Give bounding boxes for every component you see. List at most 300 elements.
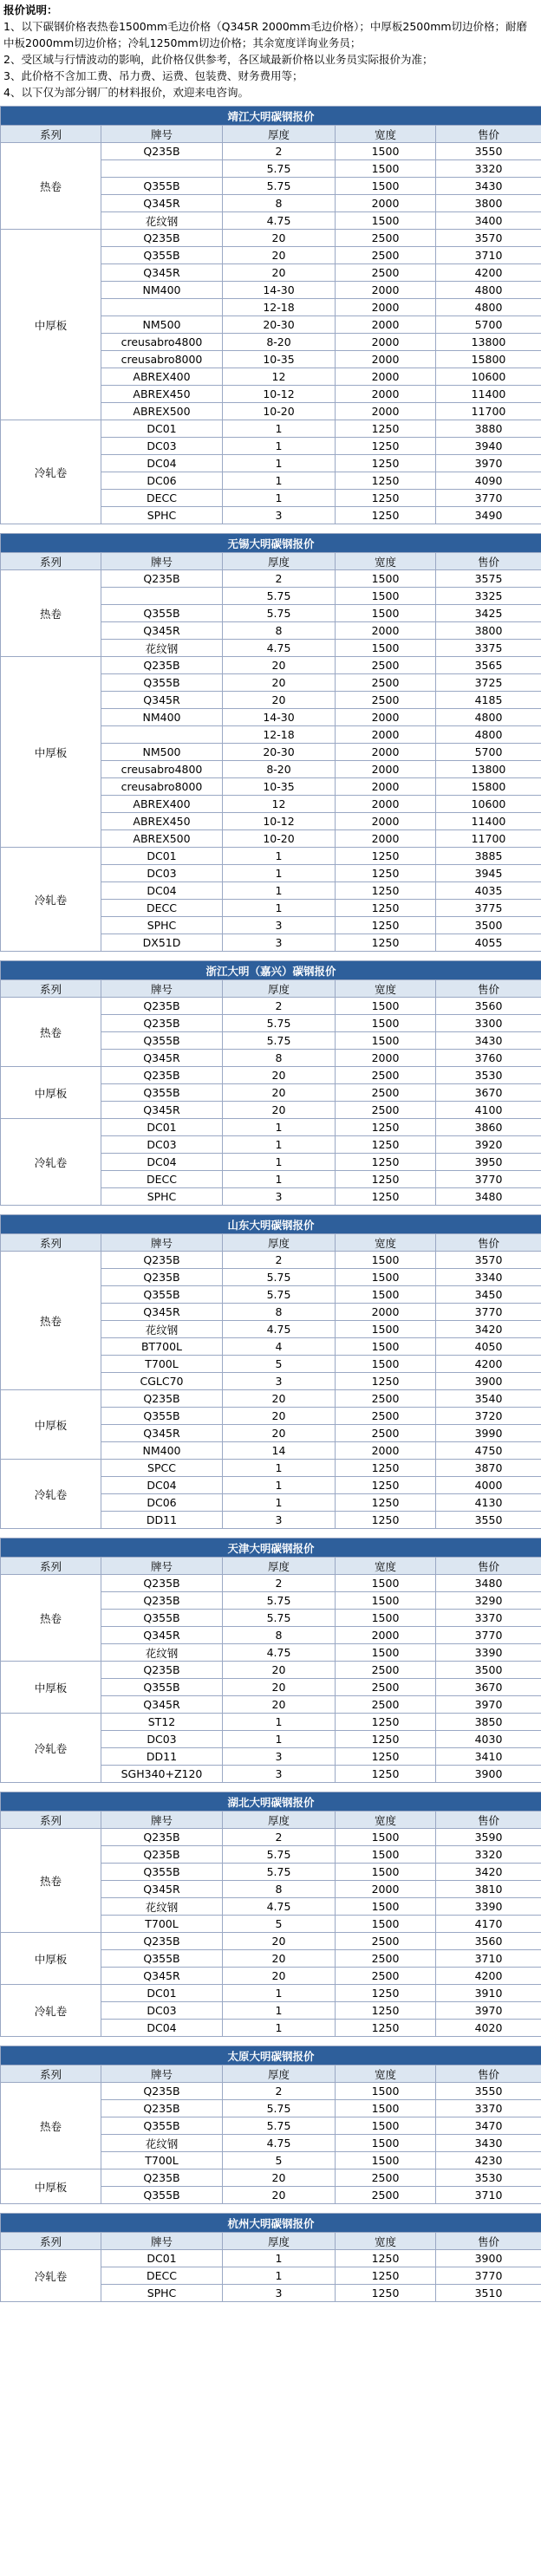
table-gap bbox=[0, 2204, 541, 2213]
thickness-cell: 1 bbox=[223, 1136, 336, 1154]
thickness-cell: 20 bbox=[223, 1662, 336, 1679]
price-cell: 4030 bbox=[436, 1731, 541, 1748]
price-cell: 3425 bbox=[436, 605, 541, 622]
column-header: 宽度 bbox=[336, 126, 436, 143]
price-cell: 3800 bbox=[436, 195, 541, 212]
thickness-cell: 10-35 bbox=[223, 351, 336, 368]
width-cell: 1500 bbox=[336, 1286, 436, 1304]
price-cell: 11400 bbox=[436, 386, 541, 403]
category-cell: 冷轧卷 bbox=[1, 2250, 101, 2302]
price-cell: 3850 bbox=[436, 1714, 541, 1731]
price-cell: 3370 bbox=[436, 1610, 541, 1627]
grade-cell: ABREX450 bbox=[101, 813, 223, 830]
price-table bbox=[0, 533, 541, 952]
grade-cell: Q355B bbox=[101, 1286, 223, 1304]
thickness-cell: 8 bbox=[223, 1881, 336, 1898]
table-gap bbox=[0, 1783, 541, 1792]
width-cell: 2000 bbox=[336, 830, 436, 848]
table-row bbox=[1, 1714, 541, 1731]
thickness-cell: 4.75 bbox=[223, 1644, 336, 1662]
grade-cell: Q345R bbox=[101, 1627, 223, 1644]
thickness-cell: 4.75 bbox=[223, 1898, 336, 1916]
grade-cell: DC06 bbox=[101, 472, 223, 490]
width-cell: 2000 bbox=[336, 813, 436, 830]
thickness-cell: 5.75 bbox=[223, 1864, 336, 1881]
grade-cell: DECC bbox=[101, 490, 223, 507]
width-cell: 1250 bbox=[336, 1477, 436, 1494]
thickness-cell: 1 bbox=[223, 472, 336, 490]
thickness-cell: 4.75 bbox=[223, 640, 336, 657]
table-header-row bbox=[1, 2233, 541, 2250]
grade-cell: DC01 bbox=[101, 1119, 223, 1136]
grade-cell: Q345R bbox=[101, 1304, 223, 1321]
width-cell: 1500 bbox=[336, 998, 436, 1015]
thickness-cell: 20 bbox=[223, 692, 336, 709]
grade-cell bbox=[101, 160, 223, 178]
thickness-cell: 5.75 bbox=[223, 605, 336, 622]
price-cell: 4130 bbox=[436, 1494, 541, 1512]
grade-cell: NM400 bbox=[101, 282, 223, 299]
price-cell: 3390 bbox=[436, 1644, 541, 1662]
price-cell: 5700 bbox=[436, 316, 541, 334]
table-title: 天津大明碳钢报价 bbox=[1, 1538, 541, 1558]
table-row bbox=[1, 1067, 541, 1084]
thickness-cell: 4 bbox=[223, 1338, 336, 1356]
thickness-cell: 5 bbox=[223, 2152, 336, 2169]
grade-cell: DX51D bbox=[101, 934, 223, 952]
price-cell: 4100 bbox=[436, 1102, 541, 1119]
thickness-cell: 20 bbox=[223, 657, 336, 674]
column-header: 宽度 bbox=[336, 2065, 436, 2083]
table-title: 山东大明碳钢报价 bbox=[1, 1215, 541, 1234]
table-gap bbox=[0, 1529, 541, 1538]
column-header: 厚度 bbox=[223, 980, 336, 998]
thickness-cell: 8 bbox=[223, 622, 336, 640]
price-cell: 10600 bbox=[436, 796, 541, 813]
width-cell: 1250 bbox=[336, 1731, 436, 1748]
width-cell: 1500 bbox=[336, 1032, 436, 1050]
table-row bbox=[1, 1390, 541, 1408]
thickness-cell: 1 bbox=[223, 420, 336, 438]
price-cell: 4035 bbox=[436, 882, 541, 900]
price-cell: 3900 bbox=[436, 2250, 541, 2267]
table-title-row bbox=[1, 961, 541, 980]
price-cell: 3970 bbox=[436, 455, 541, 472]
grade-cell: Q235B bbox=[101, 998, 223, 1015]
price-cell: 3880 bbox=[436, 420, 541, 438]
thickness-cell: 5.75 bbox=[223, 178, 336, 195]
thickness-cell: 3 bbox=[223, 934, 336, 952]
thickness-cell: 4.75 bbox=[223, 2135, 336, 2152]
column-header: 售价 bbox=[436, 1558, 541, 1575]
price-cell: 15800 bbox=[436, 351, 541, 368]
width-cell: 2000 bbox=[336, 195, 436, 212]
grade-cell: Q355B bbox=[101, 1679, 223, 1696]
width-cell: 1250 bbox=[336, 1714, 436, 1731]
grade-cell: NM500 bbox=[101, 744, 223, 761]
grade-cell: DC01 bbox=[101, 1985, 223, 2002]
price-cell: 4055 bbox=[436, 934, 541, 952]
grade-cell bbox=[101, 588, 223, 605]
thickness-cell: 1 bbox=[223, 848, 336, 865]
table-row bbox=[1, 1662, 541, 1679]
price-cell: 3430 bbox=[436, 2135, 541, 2152]
width-cell: 1500 bbox=[336, 1015, 436, 1032]
column-header: 售价 bbox=[436, 1234, 541, 1252]
table-title-row bbox=[1, 2214, 541, 2233]
table-header-row bbox=[1, 126, 541, 143]
grade-cell: 花纹钢 bbox=[101, 1321, 223, 1338]
price-cell: 11400 bbox=[436, 813, 541, 830]
width-cell: 1250 bbox=[336, 1494, 436, 1512]
price-cell: 3420 bbox=[436, 1321, 541, 1338]
price-cell: 3290 bbox=[436, 1592, 541, 1610]
width-cell: 1500 bbox=[336, 212, 436, 230]
grade-cell: DD11 bbox=[101, 1748, 223, 1766]
price-cell: 3770 bbox=[436, 490, 541, 507]
width-cell: 1250 bbox=[336, 1188, 436, 1206]
category-cell: 冷轧卷 bbox=[1, 848, 101, 952]
thickness-cell: 5.75 bbox=[223, 2117, 336, 2135]
thickness-cell: 1 bbox=[223, 490, 336, 507]
table-gap bbox=[0, 952, 541, 960]
table-header-row bbox=[1, 553, 541, 570]
price-cell: 3320 bbox=[436, 1846, 541, 1864]
width-cell: 1500 bbox=[336, 1269, 436, 1286]
width-cell: 2000 bbox=[336, 622, 436, 640]
grade-cell bbox=[101, 299, 223, 316]
table-header-row bbox=[1, 2065, 541, 2083]
table-row bbox=[1, 1460, 541, 1477]
column-header: 售价 bbox=[436, 553, 541, 570]
width-cell: 2000 bbox=[336, 1627, 436, 1644]
table-row bbox=[1, 848, 541, 865]
width-cell: 2500 bbox=[336, 1662, 436, 1679]
thickness-cell: 10-12 bbox=[223, 813, 336, 830]
price-cell: 3940 bbox=[436, 438, 541, 455]
width-cell: 2500 bbox=[336, 2169, 436, 2187]
thickness-cell: 14-30 bbox=[223, 709, 336, 726]
thickness-cell: 5.75 bbox=[223, 1610, 336, 1627]
price-cell: 3810 bbox=[436, 1881, 541, 1898]
grade-cell: DC03 bbox=[101, 438, 223, 455]
table-gap bbox=[0, 2037, 541, 2046]
category-cell: 热卷 bbox=[1, 1252, 101, 1390]
grade-cell: SGH340+Z120 bbox=[101, 1766, 223, 1783]
grade-cell: Q235B bbox=[101, 1662, 223, 1679]
width-cell: 2000 bbox=[336, 778, 436, 796]
width-cell: 1500 bbox=[336, 143, 436, 160]
grade-cell: Q235B bbox=[101, 1067, 223, 1084]
width-cell: 1250 bbox=[336, 882, 436, 900]
grade-cell: Q235B bbox=[101, 143, 223, 160]
grade-cell: Q235B bbox=[101, 1846, 223, 1864]
thickness-cell: 20 bbox=[223, 1067, 336, 1084]
width-cell: 2500 bbox=[336, 1425, 436, 1442]
grade-cell: Q235B bbox=[101, 570, 223, 588]
thickness-cell: 20 bbox=[223, 2169, 336, 2187]
width-cell: 1250 bbox=[336, 865, 436, 882]
grade-cell: Q355B bbox=[101, 1032, 223, 1050]
thickness-cell: 20 bbox=[223, 1933, 336, 1950]
price-table bbox=[0, 960, 541, 1206]
price-cell: 3860 bbox=[436, 1119, 541, 1136]
width-cell: 2000 bbox=[336, 386, 436, 403]
category-cell: 冷轧卷 bbox=[1, 420, 101, 524]
table-row bbox=[1, 2083, 541, 2100]
thickness-cell: 5.75 bbox=[223, 588, 336, 605]
width-cell: 1250 bbox=[336, 1512, 436, 1529]
thickness-cell: 8 bbox=[223, 1050, 336, 1067]
table-row bbox=[1, 2250, 541, 2267]
grade-cell: DC03 bbox=[101, 1136, 223, 1154]
thickness-cell: 4.75 bbox=[223, 1321, 336, 1338]
column-header: 系列 bbox=[1, 1234, 101, 1252]
thickness-cell: 20 bbox=[223, 1102, 336, 1119]
grade-cell: Q235B bbox=[101, 1829, 223, 1846]
price-cell: 3480 bbox=[436, 1188, 541, 1206]
table-title: 杭州大明碳钢报价 bbox=[1, 2214, 541, 2233]
width-cell: 1500 bbox=[336, 2152, 436, 2169]
grade-cell: 花纹钢 bbox=[101, 2135, 223, 2152]
width-cell: 1500 bbox=[336, 1356, 436, 1373]
price-cell: 4800 bbox=[436, 709, 541, 726]
thickness-cell: 1 bbox=[223, 438, 336, 455]
price-cell: 3375 bbox=[436, 640, 541, 657]
price-cell: 3500 bbox=[436, 1662, 541, 1679]
width-cell: 2000 bbox=[336, 351, 436, 368]
price-cell: 3770 bbox=[436, 2267, 541, 2285]
thickness-cell: 1 bbox=[223, 2002, 336, 2020]
category-cell: 热卷 bbox=[1, 1575, 101, 1662]
width-cell: 1250 bbox=[336, 2020, 436, 2037]
thickness-cell: 12 bbox=[223, 796, 336, 813]
column-header: 牌号 bbox=[101, 553, 223, 570]
width-cell: 2500 bbox=[336, 230, 436, 247]
grade-cell: ABREX500 bbox=[101, 830, 223, 848]
thickness-cell: 20 bbox=[223, 674, 336, 692]
grade-cell: Q235B bbox=[101, 2100, 223, 2117]
category-cell: 热卷 bbox=[1, 1829, 101, 1933]
width-cell: 1500 bbox=[336, 160, 436, 178]
price-cell: 3390 bbox=[436, 1898, 541, 1916]
grade-cell: ABREX400 bbox=[101, 796, 223, 813]
width-cell: 1250 bbox=[336, 1373, 436, 1390]
price-cell: 4200 bbox=[436, 1968, 541, 1985]
price-cell: 3950 bbox=[436, 1154, 541, 1171]
grade-cell: Q235B bbox=[101, 2169, 223, 2187]
category-cell: 中厚板 bbox=[1, 1067, 101, 1119]
grade-cell: DC04 bbox=[101, 1477, 223, 1494]
column-header: 牌号 bbox=[101, 980, 223, 998]
grade-cell: creusabro4800 bbox=[101, 334, 223, 351]
grade-cell: Q355B bbox=[101, 1950, 223, 1968]
thickness-cell: 10-20 bbox=[223, 830, 336, 848]
width-cell: 2000 bbox=[336, 282, 436, 299]
table-row bbox=[1, 420, 541, 438]
price-cell: 3370 bbox=[436, 2100, 541, 2117]
width-cell: 2500 bbox=[336, 247, 436, 264]
price-cell: 11700 bbox=[436, 830, 541, 848]
thickness-cell: 1 bbox=[223, 1154, 336, 1171]
price-cell: 3945 bbox=[436, 865, 541, 882]
width-cell: 1500 bbox=[336, 1575, 436, 1592]
width-cell: 1250 bbox=[336, 917, 436, 934]
grade-cell: SPHC bbox=[101, 917, 223, 934]
width-cell: 2500 bbox=[336, 1968, 436, 1985]
price-cell: 4800 bbox=[436, 299, 541, 316]
price-cell: 3885 bbox=[436, 848, 541, 865]
width-cell: 2500 bbox=[336, 1408, 436, 1425]
thickness-cell: 2 bbox=[223, 1575, 336, 1592]
grade-cell: 花纹钢 bbox=[101, 640, 223, 657]
thickness-cell: 1 bbox=[223, 2267, 336, 2285]
price-cell: 3325 bbox=[436, 588, 541, 605]
grade-cell: Q345R bbox=[101, 1696, 223, 1714]
price-cell: 3770 bbox=[436, 1171, 541, 1188]
thickness-cell: 3 bbox=[223, 1373, 336, 1390]
grade-cell: ABREX500 bbox=[101, 403, 223, 420]
thickness-cell: 1 bbox=[223, 1714, 336, 1731]
table-row bbox=[1, 657, 541, 674]
price-cell: 3400 bbox=[436, 212, 541, 230]
grade-cell: ST12 bbox=[101, 1714, 223, 1731]
width-cell: 2500 bbox=[336, 1102, 436, 1119]
width-cell: 2500 bbox=[336, 674, 436, 692]
width-cell: 2500 bbox=[336, 1084, 436, 1102]
width-cell: 1250 bbox=[336, 455, 436, 472]
grade-cell: Q345R bbox=[101, 692, 223, 709]
thickness-cell: 5.75 bbox=[223, 1015, 336, 1032]
price-cell: 4170 bbox=[436, 1916, 541, 1933]
column-header: 系列 bbox=[1, 1812, 101, 1829]
price-cell: 3550 bbox=[436, 143, 541, 160]
price-cell: 11700 bbox=[436, 403, 541, 420]
thickness-cell: 4.75 bbox=[223, 212, 336, 230]
thickness-cell: 2 bbox=[223, 1829, 336, 1846]
column-header: 系列 bbox=[1, 126, 101, 143]
price-cell: 3910 bbox=[436, 1985, 541, 2002]
grade-cell: DECC bbox=[101, 900, 223, 917]
category-cell: 冷轧卷 bbox=[1, 1985, 101, 2037]
thickness-cell: 3 bbox=[223, 917, 336, 934]
thickness-cell: 5.75 bbox=[223, 1592, 336, 1610]
thickness-cell: 14 bbox=[223, 1442, 336, 1460]
thickness-cell: 12-18 bbox=[223, 726, 336, 744]
grade-cell: Q235B bbox=[101, 1015, 223, 1032]
width-cell: 2000 bbox=[336, 709, 436, 726]
width-cell: 1500 bbox=[336, 605, 436, 622]
table-title-row bbox=[1, 1538, 541, 1558]
price-cell: 3920 bbox=[436, 1136, 541, 1154]
table-row bbox=[1, 230, 541, 247]
price-cell: 3430 bbox=[436, 1032, 541, 1050]
table-row bbox=[1, 570, 541, 588]
price-cell: 4230 bbox=[436, 2152, 541, 2169]
category-cell: 热卷 bbox=[1, 143, 101, 230]
column-header: 牌号 bbox=[101, 1558, 223, 1575]
category-cell: 冷轧卷 bbox=[1, 1119, 101, 1206]
width-cell: 1500 bbox=[336, 1644, 436, 1662]
table-row bbox=[1, 998, 541, 1015]
price-cell: 3320 bbox=[436, 160, 541, 178]
price-cell: 3560 bbox=[436, 998, 541, 1015]
table-row bbox=[1, 1575, 541, 1592]
thickness-cell: 3 bbox=[223, 1188, 336, 1206]
grade-cell: Q235B bbox=[101, 657, 223, 674]
table-header-row bbox=[1, 1234, 541, 1252]
price-cell: 3530 bbox=[436, 2169, 541, 2187]
grade-cell: DD11 bbox=[101, 1512, 223, 1529]
notes-line: 4、以下仅为部分钢厂的材料报价，欢迎来电咨询。 bbox=[3, 86, 249, 99]
category-cell: 中厚板 bbox=[1, 2169, 101, 2204]
thickness-cell: 5.75 bbox=[223, 1032, 336, 1050]
width-cell: 1500 bbox=[336, 588, 436, 605]
grade-cell: DC06 bbox=[101, 1494, 223, 1512]
grade-cell: DECC bbox=[101, 2267, 223, 2285]
width-cell: 1250 bbox=[336, 438, 436, 455]
grade-cell: Q235B bbox=[101, 1592, 223, 1610]
thickness-cell: 2 bbox=[223, 1252, 336, 1269]
width-cell: 1500 bbox=[336, 1338, 436, 1356]
grade-cell: SPCC bbox=[101, 1460, 223, 1477]
width-cell: 2000 bbox=[336, 744, 436, 761]
category-cell: 冷轧卷 bbox=[1, 1460, 101, 1529]
grade-cell: NM400 bbox=[101, 1442, 223, 1460]
thickness-cell: 8-20 bbox=[223, 761, 336, 778]
width-cell: 1500 bbox=[336, 2100, 436, 2117]
grade-cell: 花纹钢 bbox=[101, 1644, 223, 1662]
price-cell: 3510 bbox=[436, 2285, 541, 2302]
price-cell: 3710 bbox=[436, 2187, 541, 2204]
notes-line: 2、受区域与行情波动的影响，此价格仅供参考，各区域最新价格以业务员实际报价为准； bbox=[3, 53, 433, 66]
column-header: 售价 bbox=[436, 2233, 541, 2250]
price-cell: 3490 bbox=[436, 507, 541, 524]
table-title-row bbox=[1, 1792, 541, 1812]
grade-cell: Q355B bbox=[101, 247, 223, 264]
grade-cell: Q355B bbox=[101, 2187, 223, 2204]
width-cell: 1500 bbox=[336, 1321, 436, 1338]
price-cell: 3560 bbox=[436, 1933, 541, 1950]
width-cell: 2000 bbox=[336, 761, 436, 778]
price-cell: 3720 bbox=[436, 1408, 541, 1425]
grade-cell: 花纹钢 bbox=[101, 212, 223, 230]
thickness-cell: 8 bbox=[223, 1627, 336, 1644]
width-cell: 1500 bbox=[336, 1252, 436, 1269]
grade-cell: NM500 bbox=[101, 316, 223, 334]
price-cell: 3670 bbox=[436, 1679, 541, 1696]
column-header: 牌号 bbox=[101, 126, 223, 143]
thickness-cell: 20 bbox=[223, 1425, 336, 1442]
width-cell: 2000 bbox=[336, 1881, 436, 1898]
grade-cell: ABREX450 bbox=[101, 386, 223, 403]
width-cell: 1500 bbox=[336, 178, 436, 195]
width-cell: 2500 bbox=[336, 1696, 436, 1714]
column-header: 系列 bbox=[1, 1558, 101, 1575]
thickness-cell: 3 bbox=[223, 1766, 336, 1783]
price-table bbox=[0, 1538, 541, 1783]
width-cell: 1500 bbox=[336, 1610, 436, 1627]
table-row bbox=[1, 1119, 541, 1136]
price-cell: 3480 bbox=[436, 1575, 541, 1592]
table-title-row bbox=[1, 107, 541, 126]
thickness-cell: 10-20 bbox=[223, 403, 336, 420]
price-cell: 4200 bbox=[436, 1356, 541, 1373]
width-cell: 2500 bbox=[336, 657, 436, 674]
price-cell: 3710 bbox=[436, 247, 541, 264]
column-header: 系列 bbox=[1, 2233, 101, 2250]
thickness-cell: 20 bbox=[223, 1390, 336, 1408]
